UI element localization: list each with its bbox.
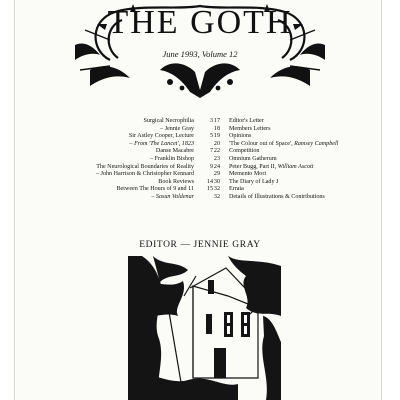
entry-title: 'The Colour out of Space', Ramsey Campbell: [229, 140, 339, 147]
magazine-title: THE GOTH: [107, 4, 293, 41]
entry-title: Errata: [229, 186, 244, 193]
entry-title: Book Reviews: [158, 178, 194, 185]
entry-page: 9: [209, 163, 213, 170]
entry-title: Editor's Letter: [229, 118, 264, 124]
contents-entry: [206, 156, 376, 164]
contents-entry: [206, 141, 376, 149]
editor-credit: EDITOR — JENNIE GRAY: [139, 240, 261, 250]
entry-page: 3: [209, 118, 213, 124]
entry-title: Details of Illustrations & Contributions: [229, 193, 325, 200]
entry-page: 20: [213, 140, 220, 147]
entry-title: Between The Hours of 9 and 11: [116, 186, 194, 193]
entry-page: 17: [213, 118, 220, 124]
entry-page: 29: [213, 171, 220, 178]
entry-author: – Jennie Gray: [160, 125, 194, 132]
entry-page: 18: [213, 125, 220, 132]
entry-title: Opinions: [229, 133, 252, 140]
contents-entry: [206, 171, 376, 179]
entry-author: – Sasun Valdenar: [151, 193, 194, 200]
entry-title: Danse Macabre: [155, 148, 194, 155]
haunted-house-photo: [128, 256, 281, 400]
entry-page: 23: [213, 155, 220, 162]
entry-title: Members Letters: [229, 125, 271, 132]
entry-author: – John Harrison & Christopher Kennard: [96, 171, 194, 178]
entry-title: Sir Astley Cooper, Lecture: [128, 133, 194, 140]
entry-title: The Diary of Lady J: [229, 178, 279, 185]
contents-entry: [206, 186, 376, 194]
contents-entry: [206, 148, 376, 156]
entry-page: 32: [213, 193, 220, 200]
entry-page: 24: [213, 163, 220, 170]
contents-entry: [206, 194, 376, 202]
entry-source: – From 'The Lancet', 1823: [129, 140, 194, 147]
contents-entry: [206, 133, 376, 141]
entry-page: 30: [213, 178, 220, 185]
entry-title: Competition: [229, 148, 260, 155]
entry-title: Peter Bugg, Part II, William Ascott: [229, 163, 314, 170]
entry-page: 7: [209, 148, 213, 155]
contents-entry: [206, 179, 376, 187]
contents-entry: [206, 164, 376, 172]
entry-title: Omnium Gatherum: [229, 155, 277, 162]
entry-author: – Franklin Bishop: [149, 155, 194, 162]
entry-page: 22: [213, 148, 220, 155]
contents-entry: [206, 126, 376, 134]
contents-right-column: [206, 118, 376, 202]
entry-title: Surgical Necrophilia: [143, 118, 194, 124]
issue-date: June 1993, Volume 12: [162, 49, 238, 59]
entry-page: 32: [213, 186, 220, 193]
entry-page: 19: [213, 133, 220, 140]
entry-page: 5: [209, 133, 213, 140]
entry-page: 14: [206, 178, 213, 185]
entry-title: The Neurological Boundaries of Reality: [96, 163, 194, 170]
entry-page: 15: [206, 186, 213, 193]
entry-title: Memento Mori: [229, 171, 267, 178]
contents-entry: [206, 118, 376, 126]
